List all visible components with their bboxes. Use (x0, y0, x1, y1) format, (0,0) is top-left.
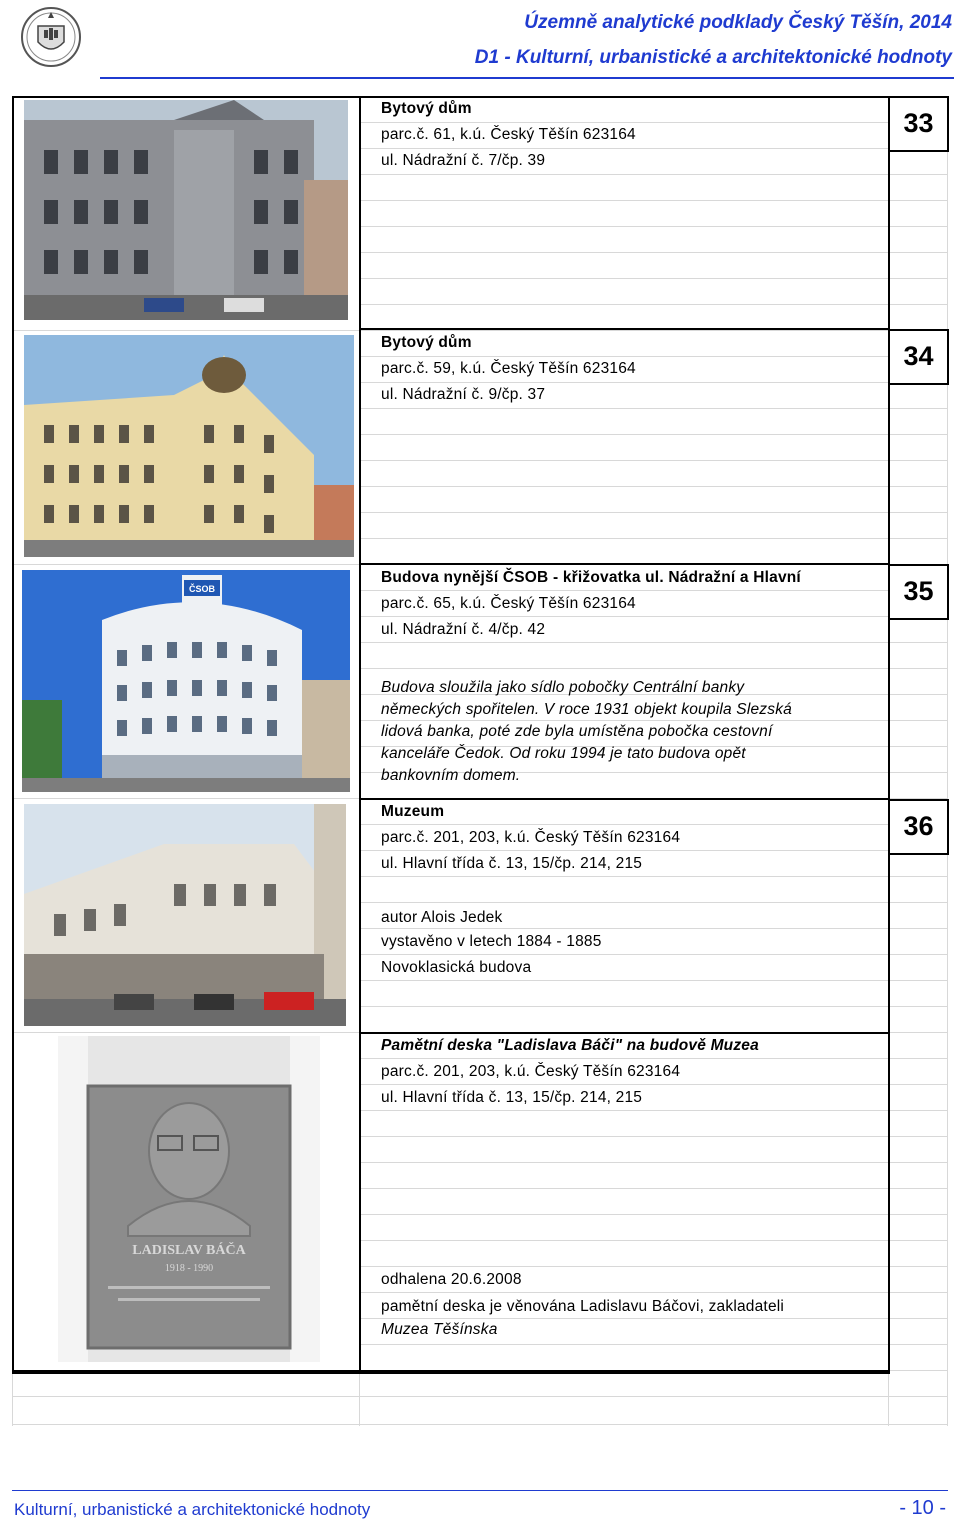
entry-parcel: parc.č. 61, k.ú. Český Těšín 623164 (381, 126, 636, 143)
entry-address: ul. Hlavní třída č. 13, 15/čp. 214, 215 (381, 855, 643, 872)
document-title: Územně analytické podklady Český Těšín, 2014 (524, 12, 952, 33)
entry-description-line: německých spořitelen. V roce 1931 objekt koupila Slezská (381, 701, 792, 718)
entry-parcel: parc.č. 201, 203, k.ú. Český Těšín 623164 (381, 829, 681, 846)
entry-description-line: bankovním domem. (381, 767, 521, 784)
footer-section-title: Kulturní, urbanistické a architektonické hodnoty (14, 1500, 371, 1519)
entry-description-line: autor Alois Jedek (381, 909, 503, 926)
entry-parcel: parc.č. 65, k.ú. Český Těšín 623164 (381, 595, 636, 612)
footer-rule (12, 1490, 948, 1491)
entry-parcel: parc.č. 201, 203, k.ú. Český Těšín 623164 (381, 1063, 681, 1080)
photo-building-35 (22, 570, 350, 792)
entry-number-badge: 35 (888, 564, 949, 620)
entry-title: Bytový dům (381, 334, 472, 351)
column-divider-right (888, 96, 890, 1370)
entry-description-line: lidová banka, poté zde byla umístěna pobočka cestovní (381, 723, 773, 740)
entry-description-line: Novoklasická budova (381, 959, 532, 976)
entry-title: Pamětní deska "Ladislava Báči" na budově Muzea (381, 1037, 759, 1054)
bank-sign-text: ČSOB (188, 584, 216, 594)
entry-number-badge: 36 (888, 799, 949, 855)
entry-description-line: Budova sloužila jako sídlo pobočky Centrální banky (381, 679, 745, 696)
entry-address: ul. Nádražní č. 9/čp. 37 (381, 386, 546, 403)
column-divider (359, 96, 361, 1370)
entry-description-line: pamětní deska je věnována Ladislavu Báčovi, zakladateli (381, 1298, 785, 1315)
entry-description-line: vystavěno v letech 1884 - 1885 (381, 933, 602, 950)
entry-title: Muzeum (381, 803, 445, 820)
entry-address: ul. Hlavní třída č. 13, 15/čp. 214, 215 (381, 1089, 643, 1106)
city-coat-of-arms-logo (20, 6, 82, 68)
entry-title: Bytový dům (381, 100, 472, 117)
section-divider (359, 563, 890, 565)
entry-description-line: Muzea Těšínska (381, 1321, 498, 1338)
page-number: - 10 - (899, 1497, 946, 1519)
section-divider (359, 798, 890, 800)
entry-address: ul. Nádražní č. 7/čp. 39 (381, 152, 546, 169)
entry-address: ul. Nádražní č. 4/čp. 42 (381, 621, 546, 638)
entry-parcel: parc.č. 59, k.ú. Český Těšín 623164 (381, 360, 636, 377)
entry-title: Budova nynější ČSOB - křižovatka ul. Nádražní a Hlavní (381, 569, 801, 586)
section-divider (359, 328, 890, 330)
document-subtitle: D1 - Kulturní, urbanistické a architektonické hodnoty (474, 47, 952, 68)
plaque-years-text: 1918 - 1990 (164, 1263, 214, 1274)
photo-building-36 (24, 804, 346, 1026)
entry-number-badge: 33 (888, 96, 949, 152)
entry-description-line: kanceláře Čedok. Od roku 1994 je tato budova opět (381, 745, 746, 762)
photo-building-33 (24, 100, 348, 320)
photo-building-34 (24, 335, 354, 557)
section-divider (359, 1032, 890, 1034)
entry-description-line: odhalena 20.6.2008 (381, 1271, 522, 1288)
frame-bottom (12, 1370, 890, 1372)
photo-memorial-plaque (58, 1036, 320, 1362)
header-rule (100, 77, 954, 79)
entry-number-badge: 34 (888, 329, 949, 385)
plaque-name-text: LADISLAV BÁČA (132, 1243, 246, 1258)
